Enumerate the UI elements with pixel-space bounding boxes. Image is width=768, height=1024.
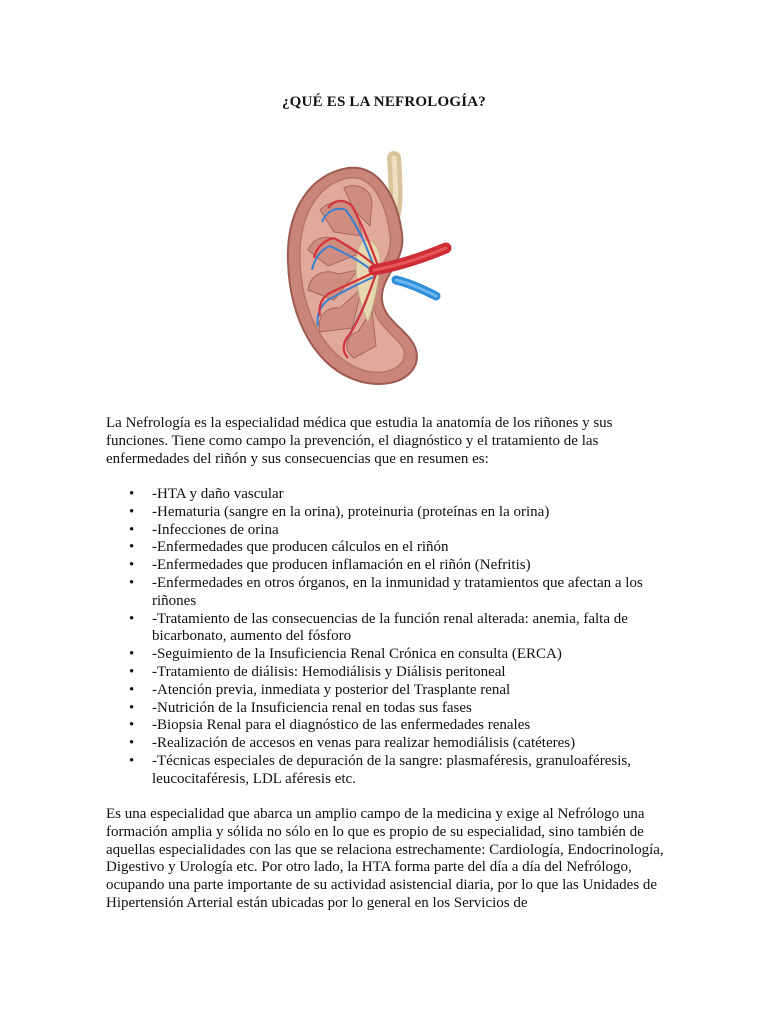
list-item-text: -Enfermedades que producen inflamación en el riñón (Nefritis) xyxy=(152,557,531,574)
list-item-text: -Nutrición de la Insuficiencia renal en todas sus fases xyxy=(152,699,472,716)
intro-paragraph: La Nefrología es la especialidad médica que estudia la anatomía de los riñones y sus funciones. Tiene como campo la prevención, el diagnóstico y el tratamiento de las enfermedades del riñón y sus consecuencias que en resumen es: xyxy=(106,415,613,467)
list-item xyxy=(106,735,666,753)
list-item xyxy=(106,682,666,700)
list-item-text: -Enfermedades en otros órganos, en la inmunidad y tratamientos que afectan a los riñones xyxy=(152,574,643,609)
list-item xyxy=(106,753,666,789)
bullet-icon: • xyxy=(129,735,135,752)
bullet-icon: • xyxy=(129,557,135,574)
bullet-icon: • xyxy=(129,663,135,680)
list-item xyxy=(106,717,666,735)
bullet-icon: • xyxy=(129,717,135,734)
list-item xyxy=(106,646,666,664)
list-item-text: -Enfermedades que producen cálculos en el riñón xyxy=(152,539,449,556)
list-item-text: -Atención previa, inmediata y posterior del Trasplante renal xyxy=(152,681,511,698)
list-item xyxy=(106,557,666,575)
list-item-text: -HTA y daño vascular xyxy=(152,486,284,502)
bullet-icon: • xyxy=(129,574,135,591)
list-item xyxy=(106,700,666,718)
list-item-text: -Realización de accesos en venas para realizar hemodiálisis (catéteres) xyxy=(152,735,576,752)
list-item-text: -Infecciones de orina xyxy=(152,521,279,538)
closing-paragraph: Es una especialidad que abarca un amplio campo de la medicina y exige al Nefrólogo una formación amplia y sólida no sólo en lo que es propio de su especialidad, sino también de aquellas especialidades con las que se relaciona estrechamente: Cardiología, Endocrinología, Digestivo y Urología etc. Por otro lado, la HTA forma parte del día a día del Nefrólogo, ocupando una parte importante de su actividad asistencial diaria, por lo que las Unidades de Hipertensión Arterial están ubicadas por lo general en los Servicios de xyxy=(106,806,664,911)
bullet-icon: • xyxy=(129,610,135,627)
bullet-icon: • xyxy=(129,521,135,538)
bullet-icon: • xyxy=(129,681,135,698)
list-item xyxy=(106,486,666,504)
list-item xyxy=(106,539,666,557)
page-title: ¿QUÉ ES LA NEFROLOGÍA? xyxy=(281,94,487,110)
kidney-anatomy-icon xyxy=(276,150,466,400)
list-item-text: -Hematuria (sangre en la orina), proteinuria (proteínas en la orina) xyxy=(152,503,550,520)
list-item xyxy=(106,575,666,611)
list-item-text: -Técnicas especiales de depuración de la sangre: plasmaféresis, granuloaféresis, leucocitaféresis, LDL aféresis etc. xyxy=(152,752,631,787)
bullet-icon: • xyxy=(129,539,135,556)
bullet-icon: • xyxy=(129,486,135,502)
bullet-icon: • xyxy=(129,503,135,520)
list-item-text: -Seguimiento de la Insuficiencia Renal Crónica en consulta (ERCA) xyxy=(152,646,562,663)
bullet-icon: • xyxy=(129,752,135,769)
list-item xyxy=(106,522,666,540)
list-item-text: -Tratamiento de las consecuencias de la función renal alterada: anemia, falta de bicarbonato, aumento del fósforo xyxy=(152,610,628,645)
bullet-icon: • xyxy=(129,699,135,716)
list-item xyxy=(106,504,666,522)
list-item-text: -Biopsia Renal para el diagnóstico de las enfermedades renales xyxy=(152,717,531,734)
list-item xyxy=(106,611,666,647)
list-item xyxy=(106,664,666,682)
kidney-illustration xyxy=(276,150,466,400)
bullet-icon: • xyxy=(129,646,135,663)
list-item-text: -Tratamiento de diálisis: Hemodiálisis y Diálisis peritoneal xyxy=(152,663,506,680)
conditions-list xyxy=(106,486,666,789)
